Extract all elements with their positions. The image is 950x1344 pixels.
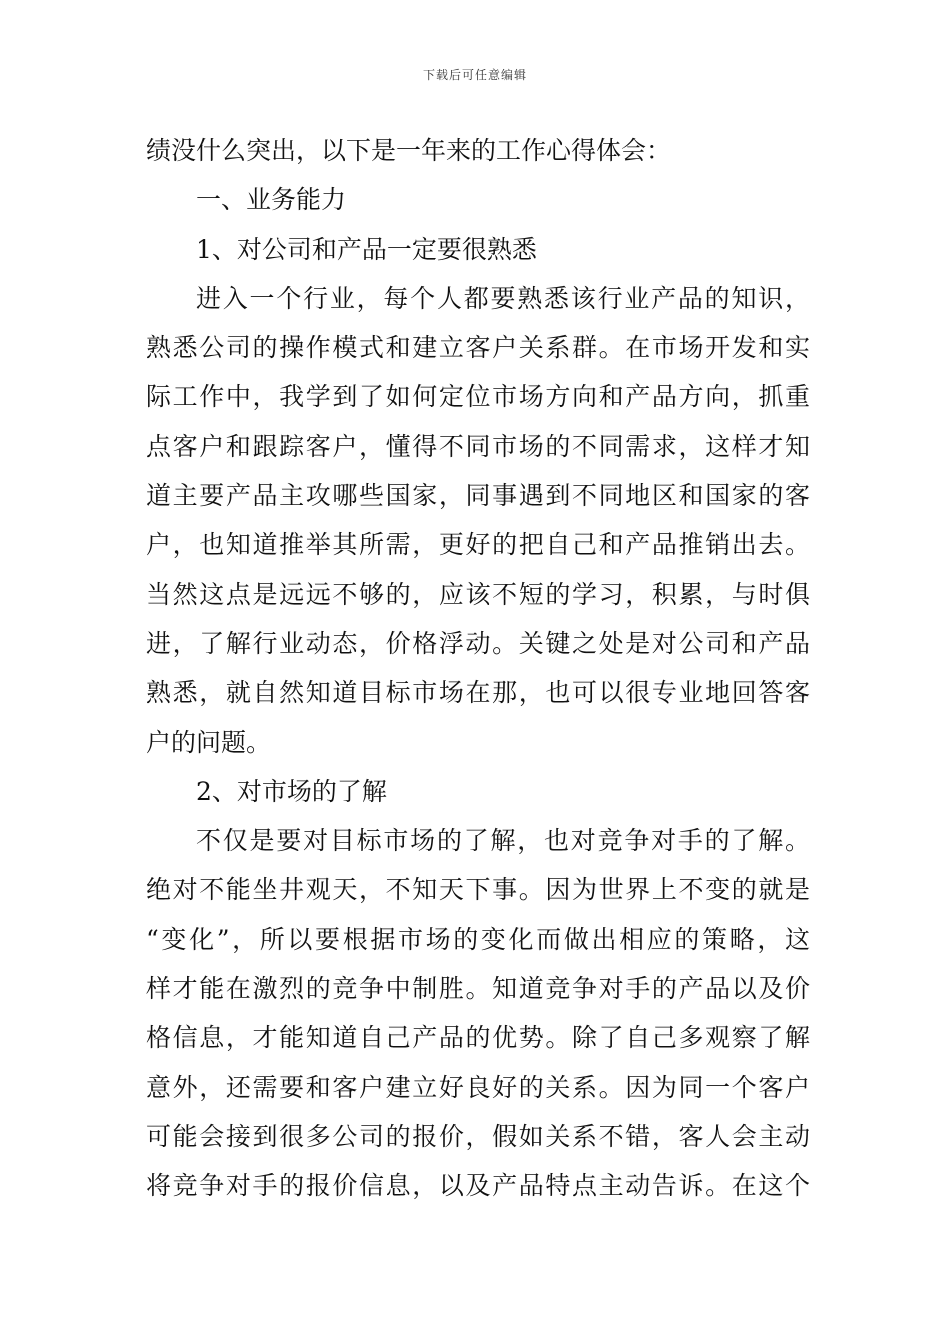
text-line: 户的问题。 bbox=[146, 727, 272, 757]
text-line: 一、业务能力 bbox=[196, 185, 347, 215]
text-line: 格信息，才能知道自己产品的优势。除了自己多观察了解 bbox=[146, 1023, 810, 1053]
text-line: “变化”，所以要根据市场的变化而做出相应的策略，这 bbox=[146, 924, 810, 954]
text-line: 进，了解行业动态，价格浮动。关键之处是对公司和产品 bbox=[146, 628, 810, 658]
text-line: 绩没什么突出，以下是一年来的工作心得体会： bbox=[146, 136, 672, 165]
text-line: 户，也知道推举其所需，更好的把自己和产品推销出去。 bbox=[146, 530, 810, 560]
text-line: 进入一个行业，每个人都要熟悉该行业产品的知识， bbox=[196, 283, 810, 313]
text-line: 样才能在激烈的竞争中制胜。知道竞争对手的产品以及价 bbox=[146, 974, 810, 1004]
text-line: 道主要产品主攻哪些国家，同事遇到不同地区和国家的客 bbox=[146, 481, 810, 511]
text-line: 熟悉，就自然知道目标市场在那，也可以很专业地回答客 bbox=[146, 678, 810, 708]
text-line: 将竞争对手的报价信息，以及产品特点主动告诉。在这个 bbox=[146, 1171, 810, 1201]
text-line: 际工作中，我学到了如何定位市场方向和产品方向，抓重 bbox=[146, 382, 810, 412]
text-line: 1、对公司和产品一定要很熟悉 bbox=[196, 234, 537, 264]
text-line: 意外，还需要和客户建立好良好的关系。因为同一个客户 bbox=[146, 1072, 810, 1102]
document-body bbox=[146, 126, 810, 1211]
text-line: 可能会接到很多公司的报价，假如关系不错，客人会主动 bbox=[146, 1121, 810, 1151]
text-line: 熟悉公司的操作模式和建立客户关系群。在市场开发和实 bbox=[146, 333, 810, 363]
text-line: 绝对不能坐井观天，不知天下事。因为世界上不变的就是 bbox=[146, 875, 810, 905]
text-line: 不仅是要对目标市场的了解，也对竞争对手的了解。 bbox=[196, 826, 810, 856]
page-header: 下载后可任意编辑 bbox=[422, 68, 527, 82]
text-line: 2、对市场的了解 bbox=[196, 776, 387, 806]
text-line: 点客户和跟踪客户，懂得不同市场的不同需求，这样才知 bbox=[146, 431, 810, 461]
text-line: 当然这点是远远不够的，应该不短的学习，积累，与时俱 bbox=[146, 579, 810, 609]
